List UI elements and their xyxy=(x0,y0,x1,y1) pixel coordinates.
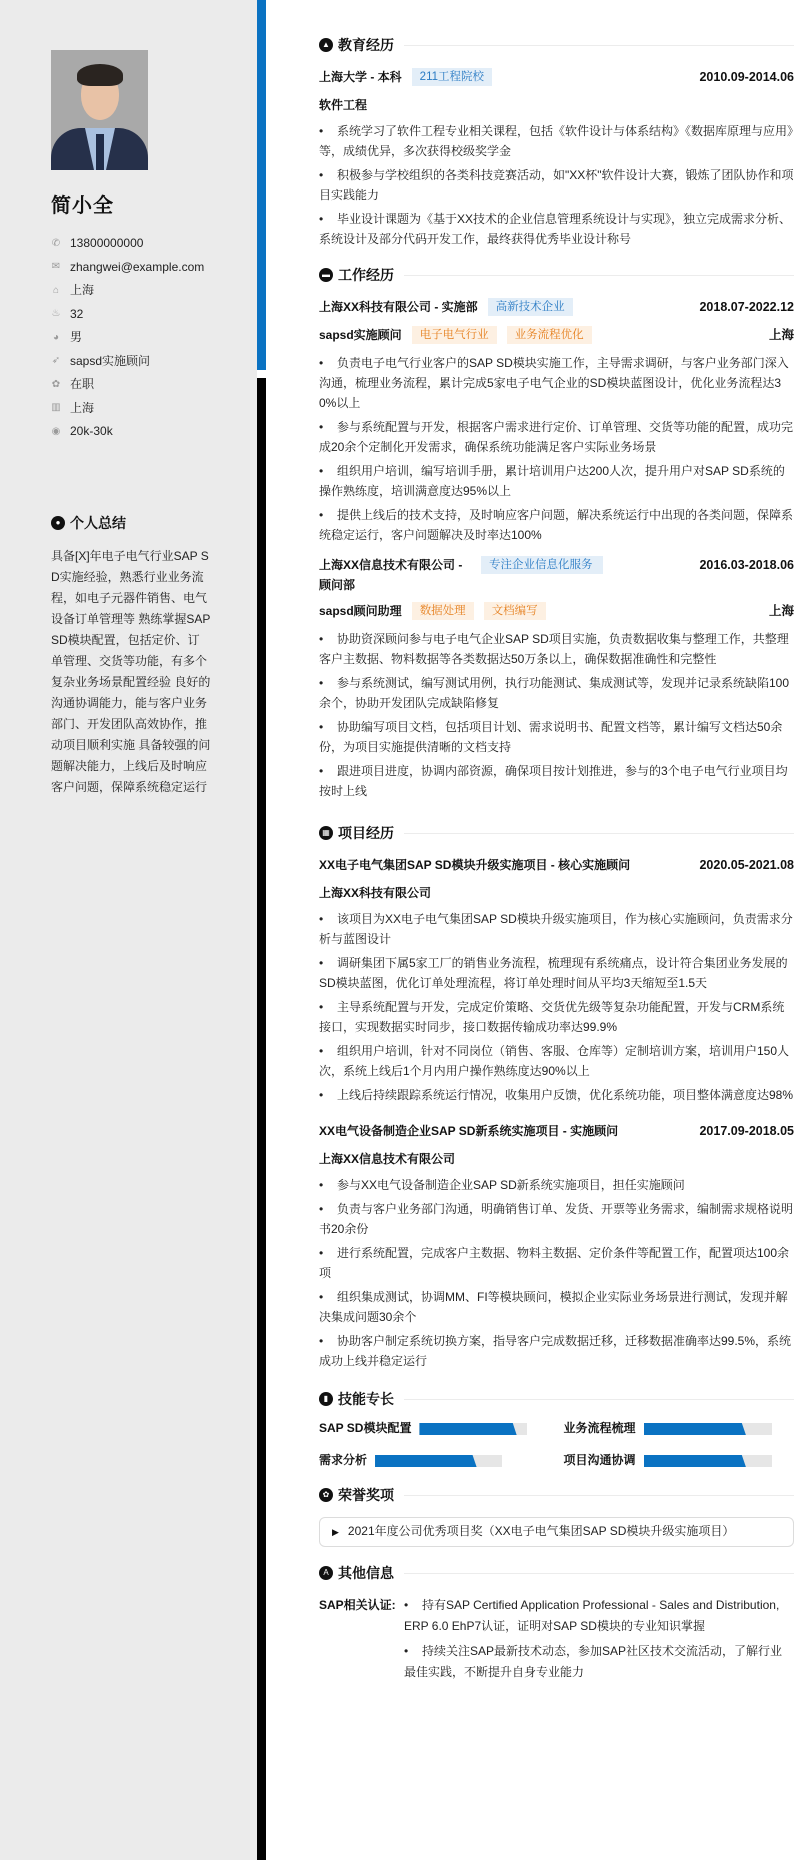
skill-name: 项目沟通协调 xyxy=(563,1453,636,1468)
project-name: XX电气设备制造企业SAP SD新系统实施项目 - 实施顾问 xyxy=(319,1124,619,1138)
skill-bar xyxy=(644,1423,772,1435)
job-role: sapsd实施顾问 xyxy=(319,328,402,342)
company-name: 上海XX科技有限公司 - 实施部 xyxy=(319,300,478,314)
accent-bar-blue xyxy=(257,0,266,370)
work-date: 2018.07-2022.12 xyxy=(699,300,794,314)
work-section xyxy=(319,263,794,801)
info-email xyxy=(51,256,237,280)
accent-bar-black xyxy=(257,378,266,1860)
project-company: 上海XX信息技术有限公司 xyxy=(319,1152,456,1166)
bullet-item: • 组织用户培训，编写培训手册，累计培训用户达200人次，提升用户对SAP SD系统的操作熟练度，培训满意度达95%以上 xyxy=(319,464,785,498)
bullet-item: • 组织用户培训，针对不同岗位（销售、客服、仓库等）定制培训方案，培训用户150人次，系统上线后1个月内用户操作熟练度达90%以上 xyxy=(319,1044,790,1078)
skill-bar xyxy=(375,1455,502,1467)
bullet-item: • 协助资深顾问参与电子电气企业SAP SD项目实施，负责数据收集与整理工作，共整理客户主数据、物料数据等各类数据达50万条以上，确保数据准确性和完整性 xyxy=(319,632,789,666)
skill-name: SAP SD模块配置 xyxy=(319,1421,412,1436)
project-company: 上海XX科技有限公司 xyxy=(319,886,432,900)
project-date: 2017.09-2018.05 xyxy=(699,1124,794,1138)
major: 软件工程 xyxy=(319,98,368,112)
bullet-item: • 跟进项目进度，协调内部资源，确保项目按计划推进，参与的3个电子电气行业项目均按时上线 xyxy=(319,764,788,798)
role-tag: 电子电气行业 xyxy=(412,326,497,344)
summary-section xyxy=(51,512,237,798)
info-gender xyxy=(51,326,237,350)
home-icon: ⌂ xyxy=(52,284,60,296)
bullet-item: • 协助客户制定系统切换方案，指导客户完成数据迁移，迁移数据准确率达99.5%，系统成功上线并稳定运行 xyxy=(319,1334,792,1368)
divider xyxy=(404,1495,794,1496)
skill-item xyxy=(564,1421,794,1437)
bullet-item: • 系统学习了软件工程专业相关课程，包括《软件设计与体系结构》《数据库原理与应用》等，成绩优异，多次获得校级奖学金 xyxy=(319,124,794,158)
skills-header xyxy=(319,1387,794,1411)
skill-bar-fill xyxy=(419,1423,516,1435)
info-location xyxy=(51,279,237,303)
bullet-item: • 该项目为XX电子电气集团SAP SD模块升级实施项目，作为核心实施顾问，负责需求分析与蓝图设计 xyxy=(319,912,793,946)
divider xyxy=(404,833,794,834)
age-value: 32 xyxy=(70,306,84,321)
bullet-item: • 参与XX电气设备制造企业SAP SD新系统实施项目，担任实施顾问 xyxy=(319,1178,685,1192)
skill-bar xyxy=(419,1423,527,1435)
award-icon: ✿ xyxy=(319,1488,333,1502)
mail-icon: ✉ xyxy=(51,261,61,273)
summary-text: 具备[X]年电子电气行业SAP SD实施经验，熟悉行业业务流程，如电子元器件销售、电气设备订单管理等 熟练掌握SAP SD模块配置，包括定价、订单管理、交货等功能，有多个复杂业务场景配置经验 良好的沟通协调能力，能与客户业务部门、开发团队高效协作，推动项目顺利实施 具备较强的问题解决能力，上线后及时响应客户问题，保障系统稳定运行 xyxy=(51,548,211,794)
other-header xyxy=(319,1561,794,1585)
expand-triangle-icon[interactable]: ▶ xyxy=(332,1526,339,1537)
skill-name: 业务流程梳理 xyxy=(563,1421,636,1436)
contact-info-list xyxy=(51,232,237,444)
job-role: sapsd顾问助理 xyxy=(319,604,402,618)
email-value: zhangwei@example.com xyxy=(70,259,205,274)
education-entry xyxy=(319,67,794,249)
salary-icon: ◉ xyxy=(51,425,61,437)
summary-title-label: 个人总结 xyxy=(70,514,126,531)
divider xyxy=(404,1573,794,1574)
bullet-item: • 上线后持续跟踪系统运行情况，收集用户反馈，优化系统功能，项目整体满意度达98% xyxy=(319,1088,794,1102)
status-gear-icon: ✿ xyxy=(51,378,61,390)
bullet-item: • 组织集成测试，协调MM、FI等模块顾问，模拟企业实际业务场景进行测试，发现并解决集成问题30余个 xyxy=(319,1290,788,1324)
projects-section xyxy=(319,821,794,1371)
divider xyxy=(404,275,794,276)
summary-title xyxy=(51,512,237,534)
project-name: XX电子电气集团SAP SD模块升级实施项目 - 核心实施顾问 xyxy=(319,858,631,872)
education-date: 2010.09-2014.06 xyxy=(699,70,794,84)
profile-photo xyxy=(51,50,148,170)
salary-value: 20k-30k xyxy=(70,424,113,439)
certification-label: SAP相关认证: xyxy=(319,1598,396,1612)
bullet-item: • 持有SAP Certified Application Professional - Sales and Distribution, ERP 6.0 EhP7认证，证明对SAP SD模块的专业知识掌握 xyxy=(404,1598,780,1633)
bullet-item: • 提供上线后的技术支持，及时响应客户问题，解决系统运行中出现的各类问题，保障系统稳定运行，客户问题解决及时率达100% xyxy=(319,508,794,542)
info-age xyxy=(51,303,237,327)
bullet-item: • 持续关注SAP最新技术动态，参加SAP社区技术交流活动，了解行业最佳实践，不断提升自身专业能力 xyxy=(404,1644,783,1679)
info-target-city xyxy=(51,397,237,421)
role-tag: 数据处理 xyxy=(412,602,474,620)
target-position-value: sapsd实施顾问 xyxy=(70,353,151,368)
certification-row xyxy=(319,1595,794,1687)
other-title: 其他信息 xyxy=(338,1564,394,1581)
phone-icon: ✆ xyxy=(51,237,61,249)
project-entry xyxy=(319,1121,794,1371)
project-entry xyxy=(319,855,794,1105)
cake-icon: ♨ xyxy=(51,308,61,320)
company-tag: 专注企业信息化服务 xyxy=(481,556,603,574)
education-bullets xyxy=(319,121,794,249)
location-value: 上海 xyxy=(70,283,95,298)
building-icon: ▥ xyxy=(51,402,61,414)
skills-section xyxy=(319,1387,794,1469)
candidate-name: 简小全 xyxy=(51,195,114,217)
bullet-item: • 调研集团下属5家工厂的销售业务流程，梳理现有系统痛点，设计符合集团业务发展的SD模块蓝图，优化订单处理流程，将订单处理时间从平均3天缩短至1.5天 xyxy=(319,956,788,990)
work-bullets xyxy=(319,629,794,801)
projects-title: 项目经历 xyxy=(338,824,394,841)
bullet-item: • 负责电子电气行业客户的SAP SD模块实施工作，主导需求调研，与客户业务部门深入沟通，梳理业务流程，累计完成5家电子电气企业的SD模块蓝图设计，优化业务流程达30%以上 xyxy=(319,356,789,410)
accent-bar xyxy=(257,0,266,1860)
bullet-item: • 负责与客户业务部门沟通，明确销售订单、发货、开票等业务需求，编制需求规格说明书20余份 xyxy=(319,1202,794,1236)
project-bullets xyxy=(319,1175,794,1371)
certification-list xyxy=(404,1595,794,1687)
work-location: 上海 xyxy=(768,328,794,342)
info-icon: A xyxy=(319,1566,333,1580)
bullet-item: • 进行系统配置，完成客户主数据、物料主数据、定价条件等配置工作，配置项达100余项 xyxy=(319,1246,790,1280)
education-section xyxy=(319,33,794,249)
bullet-item: • 参与系统配置与开发，根据客户需求进行定价、订单管理、交货等功能的配置，成功完成20余个定制化开发需求，确保系统功能满足客户实际业务场景 xyxy=(319,420,794,454)
skills-title: 技能专长 xyxy=(338,1390,394,1407)
bullet-item: • 协助编写项目文档，包括项目计划、需求说明书、配置文档等，累计编写文档达50余份，为项目实施提供清晰的文档支持 xyxy=(319,720,783,754)
company-tag: 高新技术企业 xyxy=(488,298,573,316)
user-icon: ● xyxy=(51,516,65,530)
award-item[interactable] xyxy=(319,1517,794,1547)
skill-bar-fill xyxy=(644,1455,746,1467)
skill-name: 需求分析 xyxy=(319,1453,368,1468)
target-city-value: 上海 xyxy=(70,400,95,415)
skill-item xyxy=(319,1421,550,1437)
bullet-item: • 积极参与学校组织的各类科技竞赛活动，如"XX杯"软件设计大赛，锻炼了团队协作和项目实践能力 xyxy=(319,168,794,202)
bullet-item: • 参与系统测试，编写测试用例，执行功能测试、集成测试等，发现并记录系统缺陷100余个，协助开发团队完成缺陷修复 xyxy=(319,676,790,710)
divider xyxy=(404,1399,794,1400)
skill-item xyxy=(319,1453,550,1469)
education-title: 教育经历 xyxy=(338,36,394,53)
skill-bar-fill xyxy=(644,1423,746,1435)
bullet-item: • 主导系统配置与开发，完成定价策略、交货优先级等复杂功能配置，开发与CRM系统接口，实现数据实时同步，接口数据传输成功率达99.9% xyxy=(319,1000,785,1034)
graduation-cap-icon: ▲ xyxy=(319,38,333,52)
company-name: 上海XX信息技术有限公司 - 顾问部 xyxy=(319,558,463,592)
bullet-item: • 毕业设计课题为《基于XX技术的企业信息管理系统设计与实现》，独立完成需求分析、系统设计及部分代码开发工作，最终获得优秀毕业设计称号 xyxy=(319,212,792,246)
awards-header xyxy=(319,1483,794,1507)
bar-chart-icon: ▮ xyxy=(319,1392,333,1406)
projects-header xyxy=(319,821,794,845)
project-bullets xyxy=(319,909,794,1105)
grid-icon: ▦ xyxy=(319,826,333,840)
role-tag: 业务流程优化 xyxy=(507,326,592,344)
sidebar xyxy=(0,0,257,1860)
gender-value: 男 xyxy=(70,330,83,345)
briefcase-icon: ▬ xyxy=(319,268,333,282)
school-name: 上海大学 - 本科 xyxy=(319,70,402,84)
work-bullets xyxy=(319,353,794,545)
awards-section xyxy=(319,1483,794,1547)
skill-bar-fill xyxy=(375,1455,477,1467)
skill-bar xyxy=(644,1455,772,1467)
work-entry xyxy=(319,297,794,545)
main-content xyxy=(266,0,794,1860)
project-date: 2020.05-2021.08 xyxy=(699,858,794,872)
role-tag: 文档编写 xyxy=(484,602,546,620)
status-value: 在职 xyxy=(70,377,95,392)
work-title: 工作经历 xyxy=(338,266,394,283)
info-salary xyxy=(51,420,237,444)
work-location: 上海 xyxy=(768,604,794,618)
skills-grid xyxy=(319,1421,794,1469)
phone-value: 13800000000 xyxy=(70,236,144,251)
info-phone xyxy=(51,232,237,256)
send-icon: ➶ xyxy=(51,355,61,367)
work-date: 2016.03-2018.06 xyxy=(699,558,794,572)
gender-icon: ◕ xyxy=(52,331,60,343)
awards-title: 荣誉奖项 xyxy=(338,1486,394,1503)
award-text: 2021年度公司优秀项目奖（XX电子电气集团SAP SD模块升级实施项目） xyxy=(347,1524,735,1539)
work-header xyxy=(319,263,794,287)
info-status xyxy=(51,373,237,397)
divider xyxy=(404,45,794,46)
work-entry xyxy=(319,555,794,801)
other-section xyxy=(319,1561,794,1687)
info-target-position xyxy=(51,350,237,374)
school-tag: 211工程院校 xyxy=(412,68,492,86)
education-header xyxy=(319,33,794,57)
skill-item xyxy=(564,1453,794,1469)
